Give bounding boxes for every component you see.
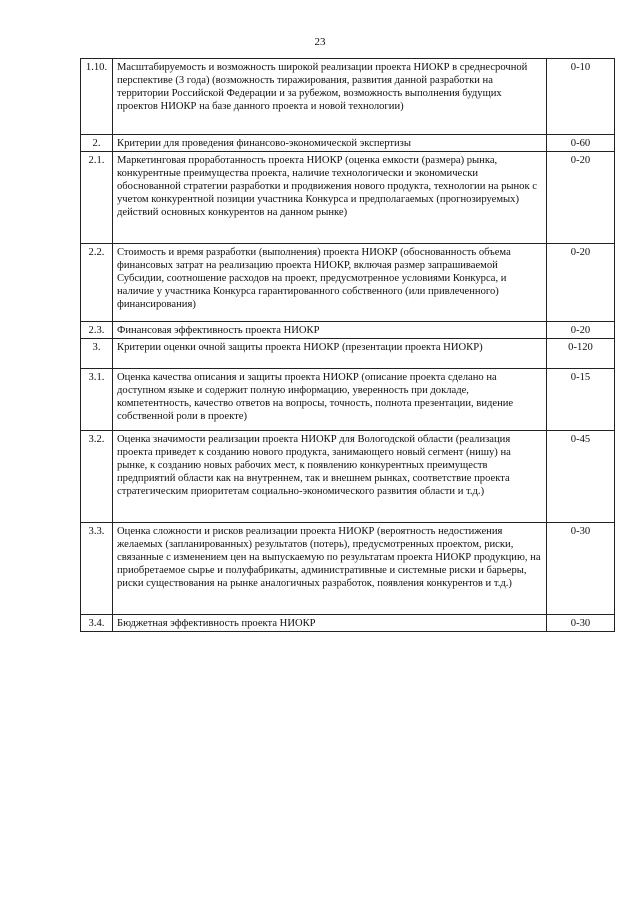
- table-row: [81, 152, 615, 244]
- criterion-score: 0-30: [547, 615, 615, 632]
- table-row: [81, 431, 615, 523]
- criteria-table: [80, 58, 615, 632]
- criterion-description: Масштабируемость и возможность широкой реализации проекта НИОКР в среднесрочной перспективе (3 года) (возможность тиражирования, развития данной разработки на территории Российской Федерации и за рубежом, возможность выполнения будущих проектов НИОКР на базе данного проекта и новой технологии): [113, 59, 547, 135]
- criterion-score: 0-120: [547, 339, 615, 369]
- criterion-number: 3.4.: [81, 615, 113, 632]
- criterion-description: Критерии оценки очной защиты проекта НИОКР (презентации проекта НИОКР): [113, 339, 547, 369]
- criterion-score: 0-20: [547, 152, 615, 244]
- criterion-description: Бюджетная эффективность проекта НИОКР: [113, 615, 547, 632]
- criterion-score: 0-20: [547, 244, 615, 322]
- table-row: [81, 369, 615, 431]
- table-row: [81, 322, 615, 339]
- criterion-score: 0-10: [547, 59, 615, 135]
- table-row: [81, 244, 615, 322]
- criterion-number: 2.3.: [81, 322, 113, 339]
- criterion-score: 0-60: [547, 135, 615, 152]
- criterion-score: 0-45: [547, 431, 615, 523]
- criterion-number: 3.2.: [81, 431, 113, 523]
- table-row: [81, 135, 615, 152]
- criterion-number: 3.3.: [81, 523, 113, 615]
- page-number: 23: [314, 36, 326, 48]
- table-row: [81, 523, 615, 615]
- criterion-description: Стоимость и время разработки (выполнения) проекта НИОКР (обоснованность объема финансовых затрат на реализацию проекта НИОКР, включая размер запрашиваемой Субсидии, соотношение расходов на проект, предусмотренное условиями Конкурса, и наличие у участника Конкурса гарантированного собственного (или привлеченного) финансирования): [113, 244, 547, 322]
- criterion-description: Оценка сложности и рисков реализации проекта НИОКР (вероятность недостижения желаемых (запланированных) результатов (потерь), предусмотренных проектом, риски, связанные с изменением цен на выпускаемую по результатам проекта НИОКР продукцию, на приобретаемое сырье и полуфабрикаты, административные и системные риски и барьеры, риски существования на рынке аналогичных разработок, появления конкурентов и т.д.): [113, 523, 547, 615]
- criterion-description: Маркетинговая проработанность проекта НИОКР (оценка емкости (размера) рынка, конкурентные преимущества проекта, наличие технологически и экономически обоснованной стратегии разработки и продвижения нового продукта, технологии на рынок с учетом конкурентной позиции участника Конкурса и предполагаемых (прогнозируемых) действий основных конкурентов на данном рынке): [113, 152, 547, 244]
- criterion-description: Критерии для проведения финансово-экономической экспертизы: [113, 135, 547, 152]
- criterion-description: Финансовая эффективность проекта НИОКР: [113, 322, 547, 339]
- criterion-description: Оценка качества описания и защиты проекта НИОКР (описание проекта сделано на доступном языке и содержит полную информацию, уверенность при докладе, компетентность, качество ответов на вопросы, точность, полнота презентации, видение собственной роли в проекте): [113, 369, 547, 431]
- table-row: [81, 615, 615, 632]
- criterion-number: 2.2.: [81, 244, 113, 322]
- criterion-description: Оценка значимости реализации проекта НИОКР для Вологодской области (реализация проекта приведет к созданию нового продукта, занимающего новый сегмент (нишу) на рынке, к созданию новых рабочих мест, к появлению конкурентных преимуществ предприятий области как на внутреннем, так и внешнем рынках, соответствие проекта стратегическим приоритетам социально-экономического развития области и т.д.): [113, 431, 547, 523]
- criterion-score: 0-20: [547, 322, 615, 339]
- table-row: [81, 339, 615, 369]
- criterion-number: 1.10.: [81, 59, 113, 135]
- criterion-number: 3.1.: [81, 369, 113, 431]
- criterion-score: 0-15: [547, 369, 615, 431]
- criterion-number: 3.: [81, 339, 113, 369]
- table-row: [81, 59, 615, 135]
- criterion-score: 0-30: [547, 523, 615, 615]
- criterion-number: 2.: [81, 135, 113, 152]
- criterion-number: 2.1.: [81, 152, 113, 244]
